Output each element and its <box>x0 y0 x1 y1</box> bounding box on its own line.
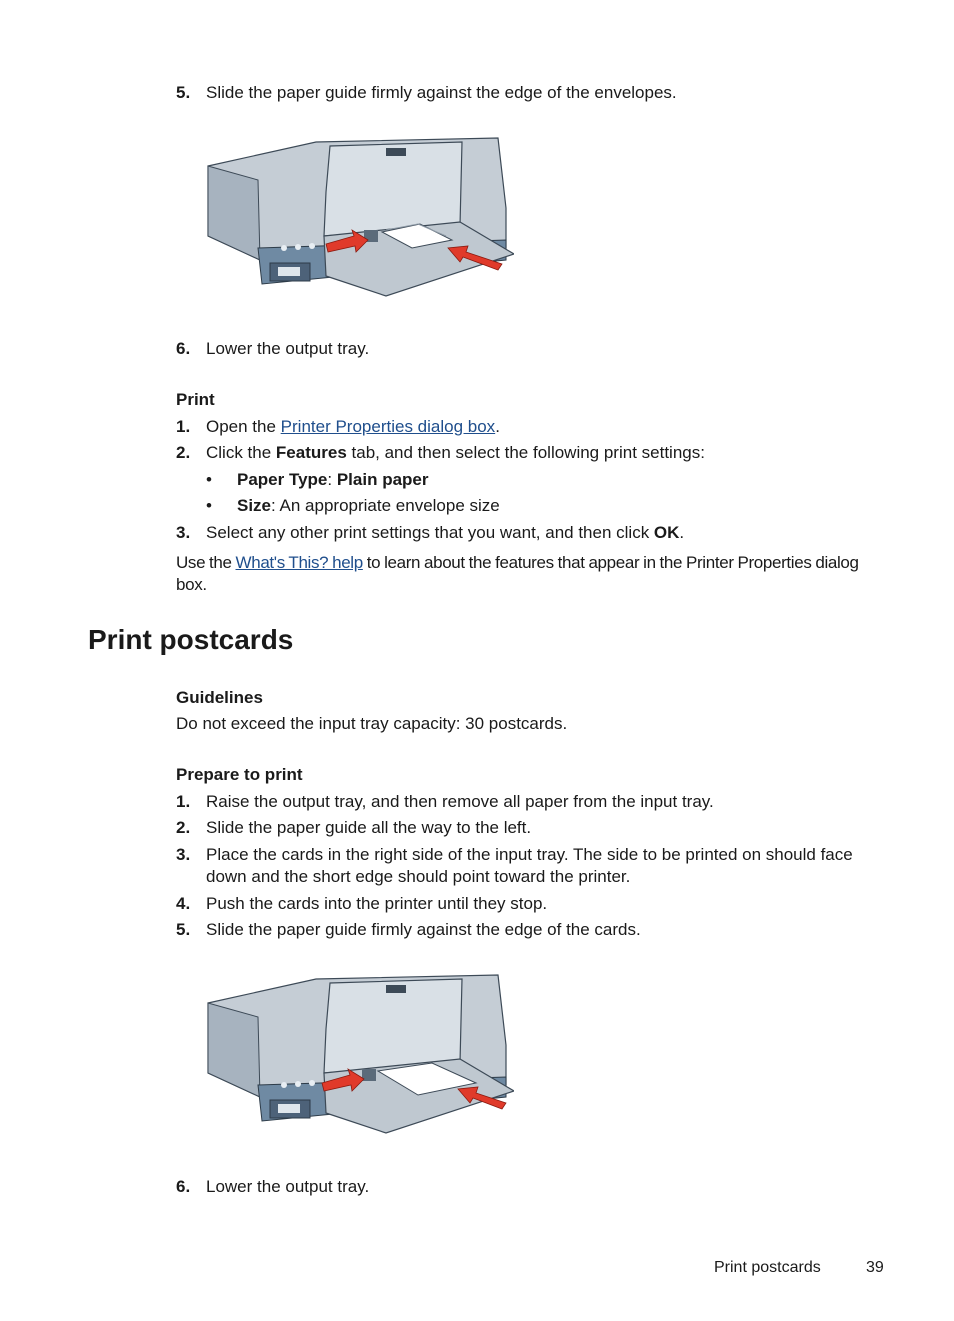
footer-page-number: 39 <box>866 1259 884 1276</box>
prepare-heading: Prepare to print <box>176 765 303 784</box>
footer-section-name: Print postcards <box>714 1259 821 1276</box>
step-prefix: Click the <box>206 443 276 462</box>
bullet-text <box>237 469 428 491</box>
step-text: Lower the output tray. <box>206 1177 370 1196</box>
step-text <box>206 416 886 438</box>
section-title: Print postcards <box>88 624 294 655</box>
step-number: 2. <box>176 443 191 462</box>
step-text: Slide the paper guide firmly against the edge of the cards. <box>206 920 641 939</box>
printer-properties-link[interactable]: Printer Properties dialog box <box>280 417 496 436</box>
bullet-text <box>237 495 500 517</box>
step-number: 1. <box>176 792 191 811</box>
setting-separator: : <box>327 470 337 489</box>
step-text: Slide the paper guide firmly against the edge of the envelopes. <box>206 83 677 102</box>
step-number: 5. <box>176 83 191 102</box>
step-text: Lower the output tray. <box>206 339 370 358</box>
note-prefix: Use the <box>176 553 236 572</box>
step-number: 1. <box>176 417 191 436</box>
step-suffix: . <box>679 523 685 542</box>
step-text: Place the cards in the right side of the input tray. The side to be printed on should face down and the short edge should point toward the printer. <box>206 845 853 886</box>
step-text: Push the cards into the printer until they stop. <box>206 894 548 913</box>
features-tab-label: Features <box>275 443 347 462</box>
step-number: 6. <box>176 1177 191 1196</box>
step-suffix: tab, and then select the following print settings: <box>346 443 705 462</box>
step-number: 2. <box>176 818 191 837</box>
step-text <box>206 442 886 464</box>
step-number: 4. <box>176 894 191 913</box>
step-number: 5. <box>176 920 191 939</box>
printer-envelopes-illustration <box>206 136 514 299</box>
whats-this-note <box>176 552 886 596</box>
step-number: 6. <box>176 339 191 358</box>
step-text: Raise the output tray, and then remove all paper from the input tray. <box>206 792 714 811</box>
note-suffix: to learn about the features that appear in the Printer Properties dialog box. <box>176 553 859 594</box>
ok-label: OK <box>653 523 680 542</box>
print-heading: Print <box>176 390 215 409</box>
step-prefix: Open the <box>206 417 281 436</box>
printer-postcards-illustration <box>206 973 514 1136</box>
step-text <box>206 522 886 544</box>
setting-label: Size <box>237 496 272 515</box>
setting-value: : An appropriate envelope size <box>271 496 500 515</box>
bullet-dot: • <box>206 470 212 489</box>
setting-value: Plain paper <box>336 470 429 489</box>
bullet-dot: • <box>206 496 212 515</box>
step-number: 3. <box>176 523 191 542</box>
step-number: 3. <box>176 845 191 864</box>
guidelines-heading: Guidelines <box>176 688 263 707</box>
step-suffix: . <box>495 417 500 436</box>
setting-label: Paper Type <box>237 470 328 489</box>
step-text: Slide the paper guide all the way to the left. <box>206 818 532 837</box>
step-prefix: Select any other print settings that you want, and then click <box>206 523 654 542</box>
whats-this-help-link[interactable]: What's This? help <box>235 553 363 572</box>
guidelines-text: Do not exceed the input tray capacity: 30 postcards. <box>176 714 568 733</box>
